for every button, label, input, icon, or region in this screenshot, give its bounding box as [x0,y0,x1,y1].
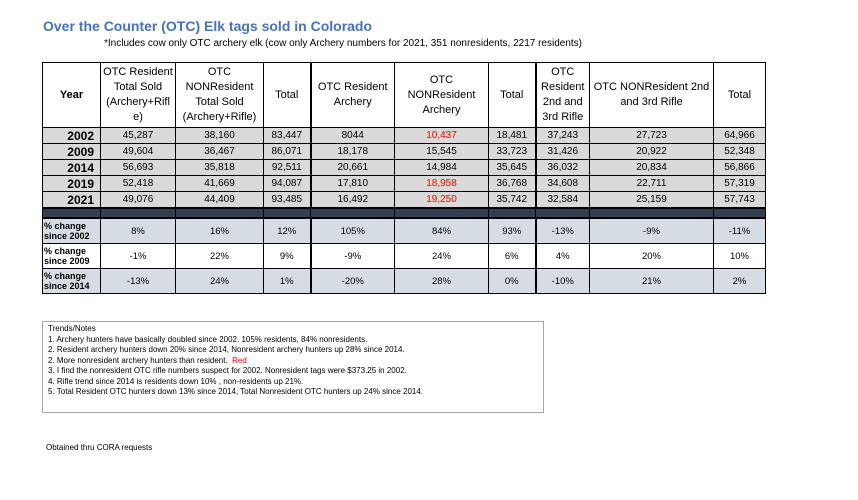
value-cell: 14,984 [395,160,489,176]
pct-value-cell: 105% [311,218,395,244]
value-cell: 17,810 [311,176,395,192]
header-year: Year [43,63,101,128]
value-cell: 52,418 [101,176,176,192]
value-cell: 83,447 [264,128,311,144]
notes-line-6: 5. Total Resident OTC hunters down 13% since 2014, Total Nonresident OTC hunters up 24% since 2014. [48,387,424,396]
value-cell: 36,768 [489,176,536,192]
year-cell: 2021 [43,192,101,209]
pct-value-cell: 93% [489,218,536,244]
value-cell: 32,584 [536,192,590,209]
separator-row [43,208,766,218]
value-cell: 15,545 [395,144,489,160]
value-cell: 93,485 [264,192,311,209]
value-cell: 20,834 [590,160,714,176]
value-cell: 37,243 [536,128,590,144]
value-cell: 56,866 [714,160,766,176]
pct-value-cell: -1% [101,244,176,269]
page-title: Over the Counter (OTC) Elk tags sold in Colorado [43,18,373,34]
pct-value-cell: -9% [590,218,714,244]
table-row [43,144,766,160]
year-cell: 2009 [43,144,101,160]
value-cell: 94,087 [264,176,311,192]
pct-value-cell: -11% [714,218,766,244]
header-total-2: Total [489,63,536,128]
value-cell: 57,743 [714,192,766,209]
value-cell: 20,661 [311,160,395,176]
value-cell: 34,608 [536,176,590,192]
value-cell: 8044 [311,128,395,144]
notes-heading: Trends/Notes [48,324,96,333]
value-cell: 38,160 [176,128,264,144]
header-row [43,63,766,128]
pct-value-cell: -9% [311,244,395,269]
value-cell: 64,966 [714,128,766,144]
value-cell: 18,178 [311,144,395,160]
pct-value-cell: 84% [395,218,489,244]
notes-line-2: 2. Resident archery hunters down 20% since 2014, Nonresident archery hunters up 28% since 2014. [48,345,405,354]
header-res-total-sold: OTC Resident Total Sold (Archery+Rifl e) [101,63,176,128]
value-cell: 92,511 [264,160,311,176]
pct-value-cell: 1% [264,269,311,294]
value-cell: 41,669 [176,176,264,192]
pct-value-cell: 2% [714,269,766,294]
value-cell: 20,922 [590,144,714,160]
pct-value-cell: 20% [590,244,714,269]
notes-line-3 [48,356,543,367]
notes-line-4: 3. I find the nonresident OTC rifle numbers suspect for 2002. Nonresident tags were $373.25 in 2002. [48,366,407,375]
value-cell: 35,742 [489,192,536,209]
pct-change-row [43,269,766,294]
value-cell: 86,071 [264,144,311,160]
pct-value-cell: 24% [395,244,489,269]
pct-value-cell: 10% [714,244,766,269]
value-cell: 18,958 [395,176,489,192]
pct-value-cell: -20% [311,269,395,294]
pct-value-cell: -13% [101,269,176,294]
value-cell: 27,723 [590,128,714,144]
pct-value-cell: 24% [176,269,264,294]
table-row [43,176,766,192]
pct-value-cell: 22% [176,244,264,269]
year-cell: 2002 [43,128,101,144]
pct-change-row [43,244,766,269]
table-row [43,128,766,144]
value-cell: 49,076 [101,192,176,209]
pct-value-cell: 16% [176,218,264,244]
value-cell: 33,723 [489,144,536,160]
value-cell: 19,250 [395,192,489,209]
year-cell: 2019 [43,176,101,192]
pct-label-cell: % change since 2014 [43,269,101,294]
table-row [43,160,766,176]
notes-line-3-red: Red [232,355,247,365]
value-cell: 45,287 [101,128,176,144]
value-cell: 10,437 [395,128,489,144]
notes-line-5: 4. Rifle trend since 2014 is residents down 10% , non-residents up 21%. [48,376,304,386]
value-cell: 16,492 [311,192,395,209]
value-cell: 36,467 [176,144,264,160]
header-res-rifle: OTC Resident 2nd and 3rd Rifle [536,63,590,128]
pct-change-row [43,218,766,244]
page-subtitle: *Includes cow only OTC archery elk (cow only Archery numbers for 2021, 351 nonresidents, 2217 residents) [104,38,583,49]
pct-value-cell: 8% [101,218,176,244]
header-nonres-total-sold: OTC NONResident Total Sold (Archery+Rifle) [176,63,264,128]
value-cell: 57,319 [714,176,766,192]
value-cell: 31,426 [536,144,590,160]
value-cell: 22,711 [590,176,714,192]
pct-value-cell: 0% [489,269,536,294]
pct-label-cell: % change since 2009 [43,244,101,269]
pct-value-cell: 9% [264,244,311,269]
pct-value-cell: 28% [395,269,489,294]
notes-line-3-text: 2. More nonresident archery hunters than resident. [48,355,228,365]
header-nonres-rifle: OTC NONResident 2nd and 3rd Rifle [590,63,714,128]
header-nonres-archery: OTC NONResident Archery [395,63,489,128]
value-cell: 25,159 [590,192,714,209]
header-res-archery: OTC Resident Archery [311,63,395,128]
pct-value-cell: 6% [489,244,536,269]
value-cell: 52,348 [714,144,766,160]
pct-value-cell: 4% [536,244,590,269]
value-cell: 56,693 [101,160,176,176]
table-row [43,192,766,209]
footer-source: Obtained thru CORA requests [46,443,153,452]
year-cell: 2014 [43,160,101,176]
pct-value-cell: 12% [264,218,311,244]
value-cell: 49,604 [101,144,176,160]
pct-value-cell: -13% [536,218,590,244]
value-cell: 35,818 [176,160,264,176]
elk-tags-table [42,62,766,294]
value-cell: 44,409 [176,192,264,209]
header-total-1: Total [264,63,311,128]
pct-value-cell: 21% [590,269,714,294]
header-total-3: Total [714,63,766,128]
notes-line-1: 1. Archery hunters have basically doubled since 2002. 105% residents, 84% nonresidents. [48,334,368,344]
value-cell: 36,032 [536,160,590,176]
value-cell: 18,481 [489,128,536,144]
trends-notes-box [42,321,544,413]
pct-label-cell: % change since 2002 [43,218,101,244]
value-cell: 35,645 [489,160,536,176]
pct-value-cell: -10% [536,269,590,294]
